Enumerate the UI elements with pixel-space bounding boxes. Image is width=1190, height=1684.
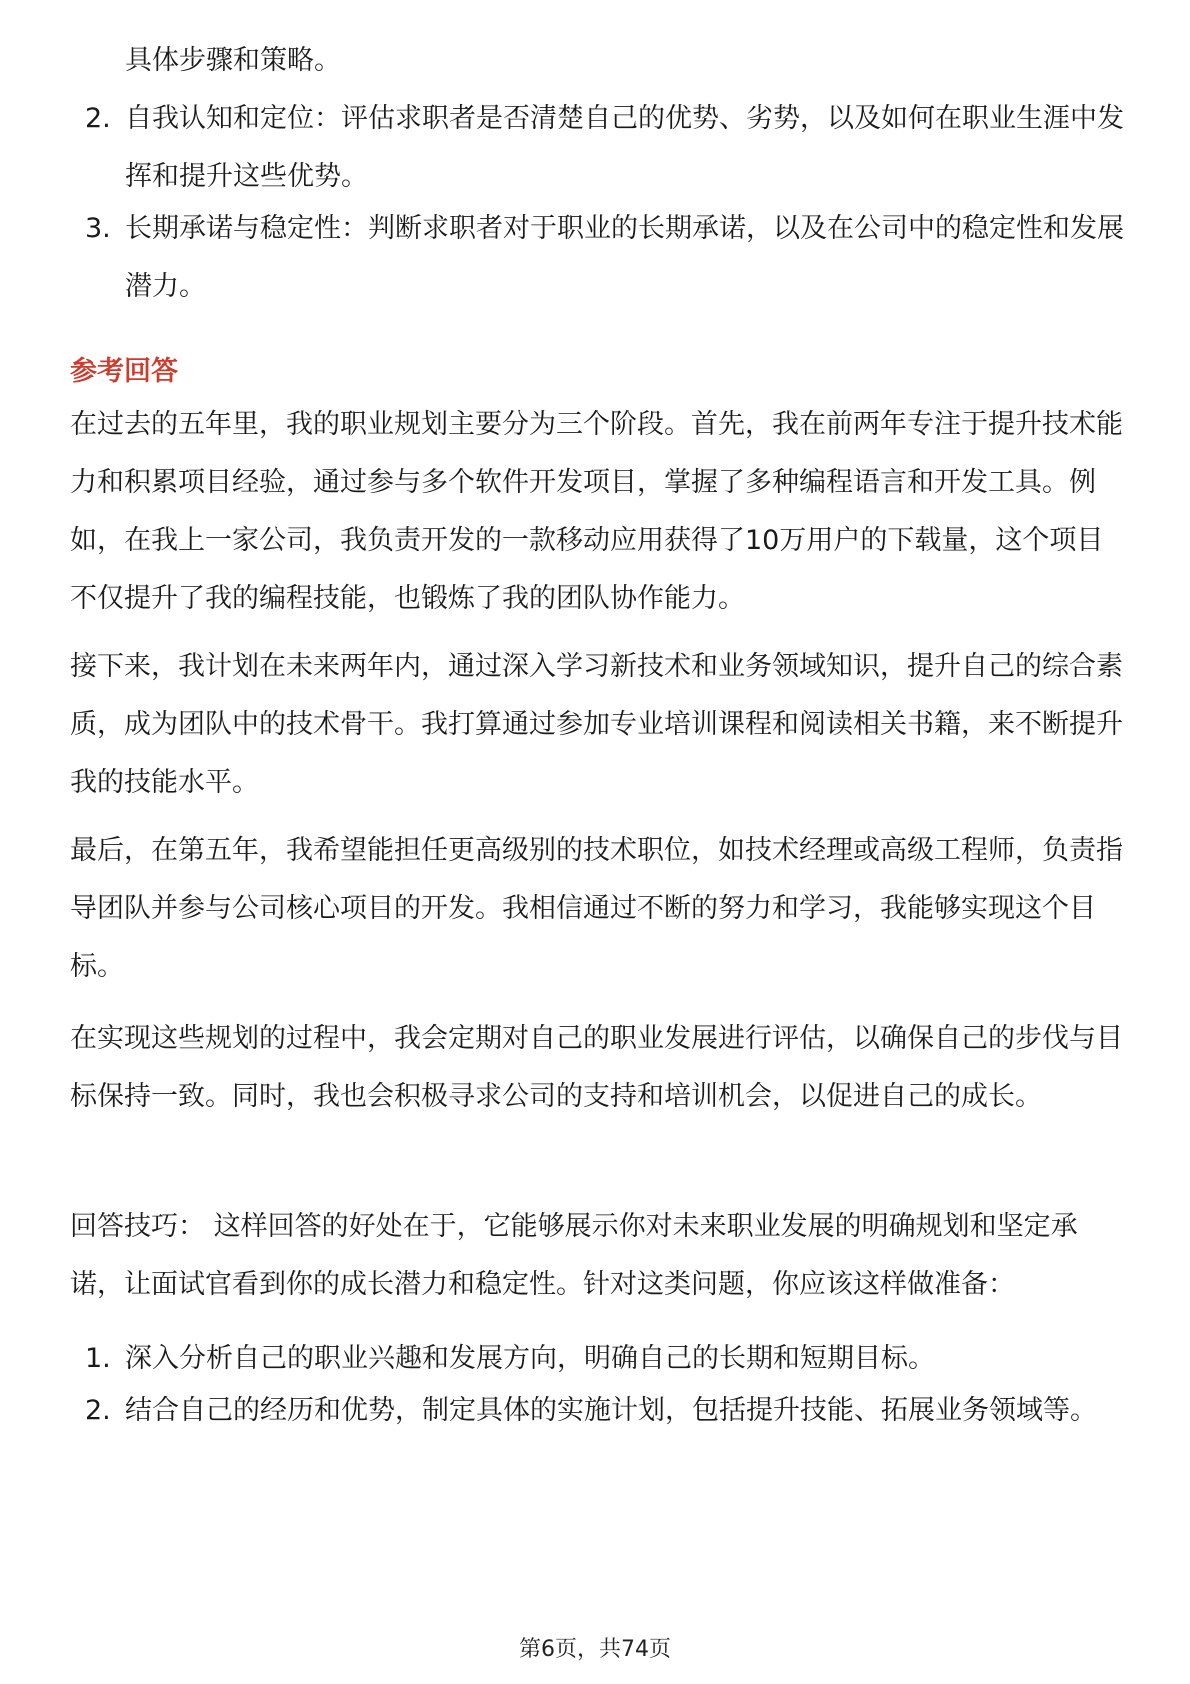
list-item: [70, 200, 1130, 316]
list-item: [70, 1330, 1130, 1388]
section-title: 参考回答: [70, 356, 178, 387]
answer-paragraph: 在过去的五年里，我的职业规划主要分为三个阶段。首先，我在前两年专注于提升技术能力和积累项目经验，通过参与多个软件开发项目，掌握了多种编程语言和开发工具。例如，在我上一家公司，我负责开发的一款移动应用获得了10万用户的下载量，这个项目不仅提升了我的编程技能，也锻炼了我的团队协作能力。: [70, 409, 1123, 614]
evaluation-list: [70, 90, 1130, 316]
list-item: [70, 1382, 1130, 1440]
list-item-continuation: [70, 32, 1130, 90]
list-number: 1.: [85, 1343, 111, 1374]
list-number: 2.: [85, 1395, 111, 1426]
answer-paragraph: 接下来，我计划在未来两年内，通过深入学习新技术和业务领域知识，提升自己的综合素质，成为团队中的技术骨干。我打算通过参加专业培训课程和阅读相关书籍，来不断提升我的技能水平。: [70, 651, 1123, 798]
list-item-text: 自我认知和定位：评估求职者是否清楚自己的优势、劣势，以及如何在职业生涯中发挥和提升这些优势。: [125, 103, 1124, 192]
answer-paragraph: 最后，在第五年，我希望能担任更高级别的技术职位，如技术经理或高级工程师，负责指导团队并参与公司核心项目的开发。我相信通过不断的努力和学习，我能够实现这个目标。: [70, 835, 1123, 982]
answer-paragraph: 在实现这些规划的过程中，我会定期对自己的职业发展进行评估，以确保自己的步伐与目标保持一致。同时，我也会积极寻求公司的支持和培训机会，以促进自己的成长。: [70, 1023, 1123, 1112]
list-item-text: 结合自己的经历和优势，制定具体的实施计划，包括提升技能、拓展业务领域等。: [125, 1395, 1097, 1426]
list-item: [70, 90, 1130, 206]
list-item-text: 深入分析自己的职业兴趣和发展方向，明确自己的长期和短期目标。: [125, 1343, 935, 1374]
list-item-text: 长期承诺与稳定性：判断求职者对于职业的长期承诺，以及在公司中的稳定性和发展潜力。: [125, 213, 1124, 302]
list-number: 3.: [85, 213, 111, 244]
tips-paragraph: 回答技巧： 这样回答的好处在于，它能够展示你对未来职业发展的明确规划和坚定承诺，让面试官看到你的成长潜力和稳定性。针对这类问题，你应该这样做准备：: [70, 1211, 1078, 1300]
page-number: 第6页，共74页: [519, 1637, 671, 1662]
list-number: 2.: [85, 103, 111, 134]
tips-list: [70, 1330, 1130, 1440]
list-item-text: 具体步骤和策略。: [125, 45, 341, 76]
